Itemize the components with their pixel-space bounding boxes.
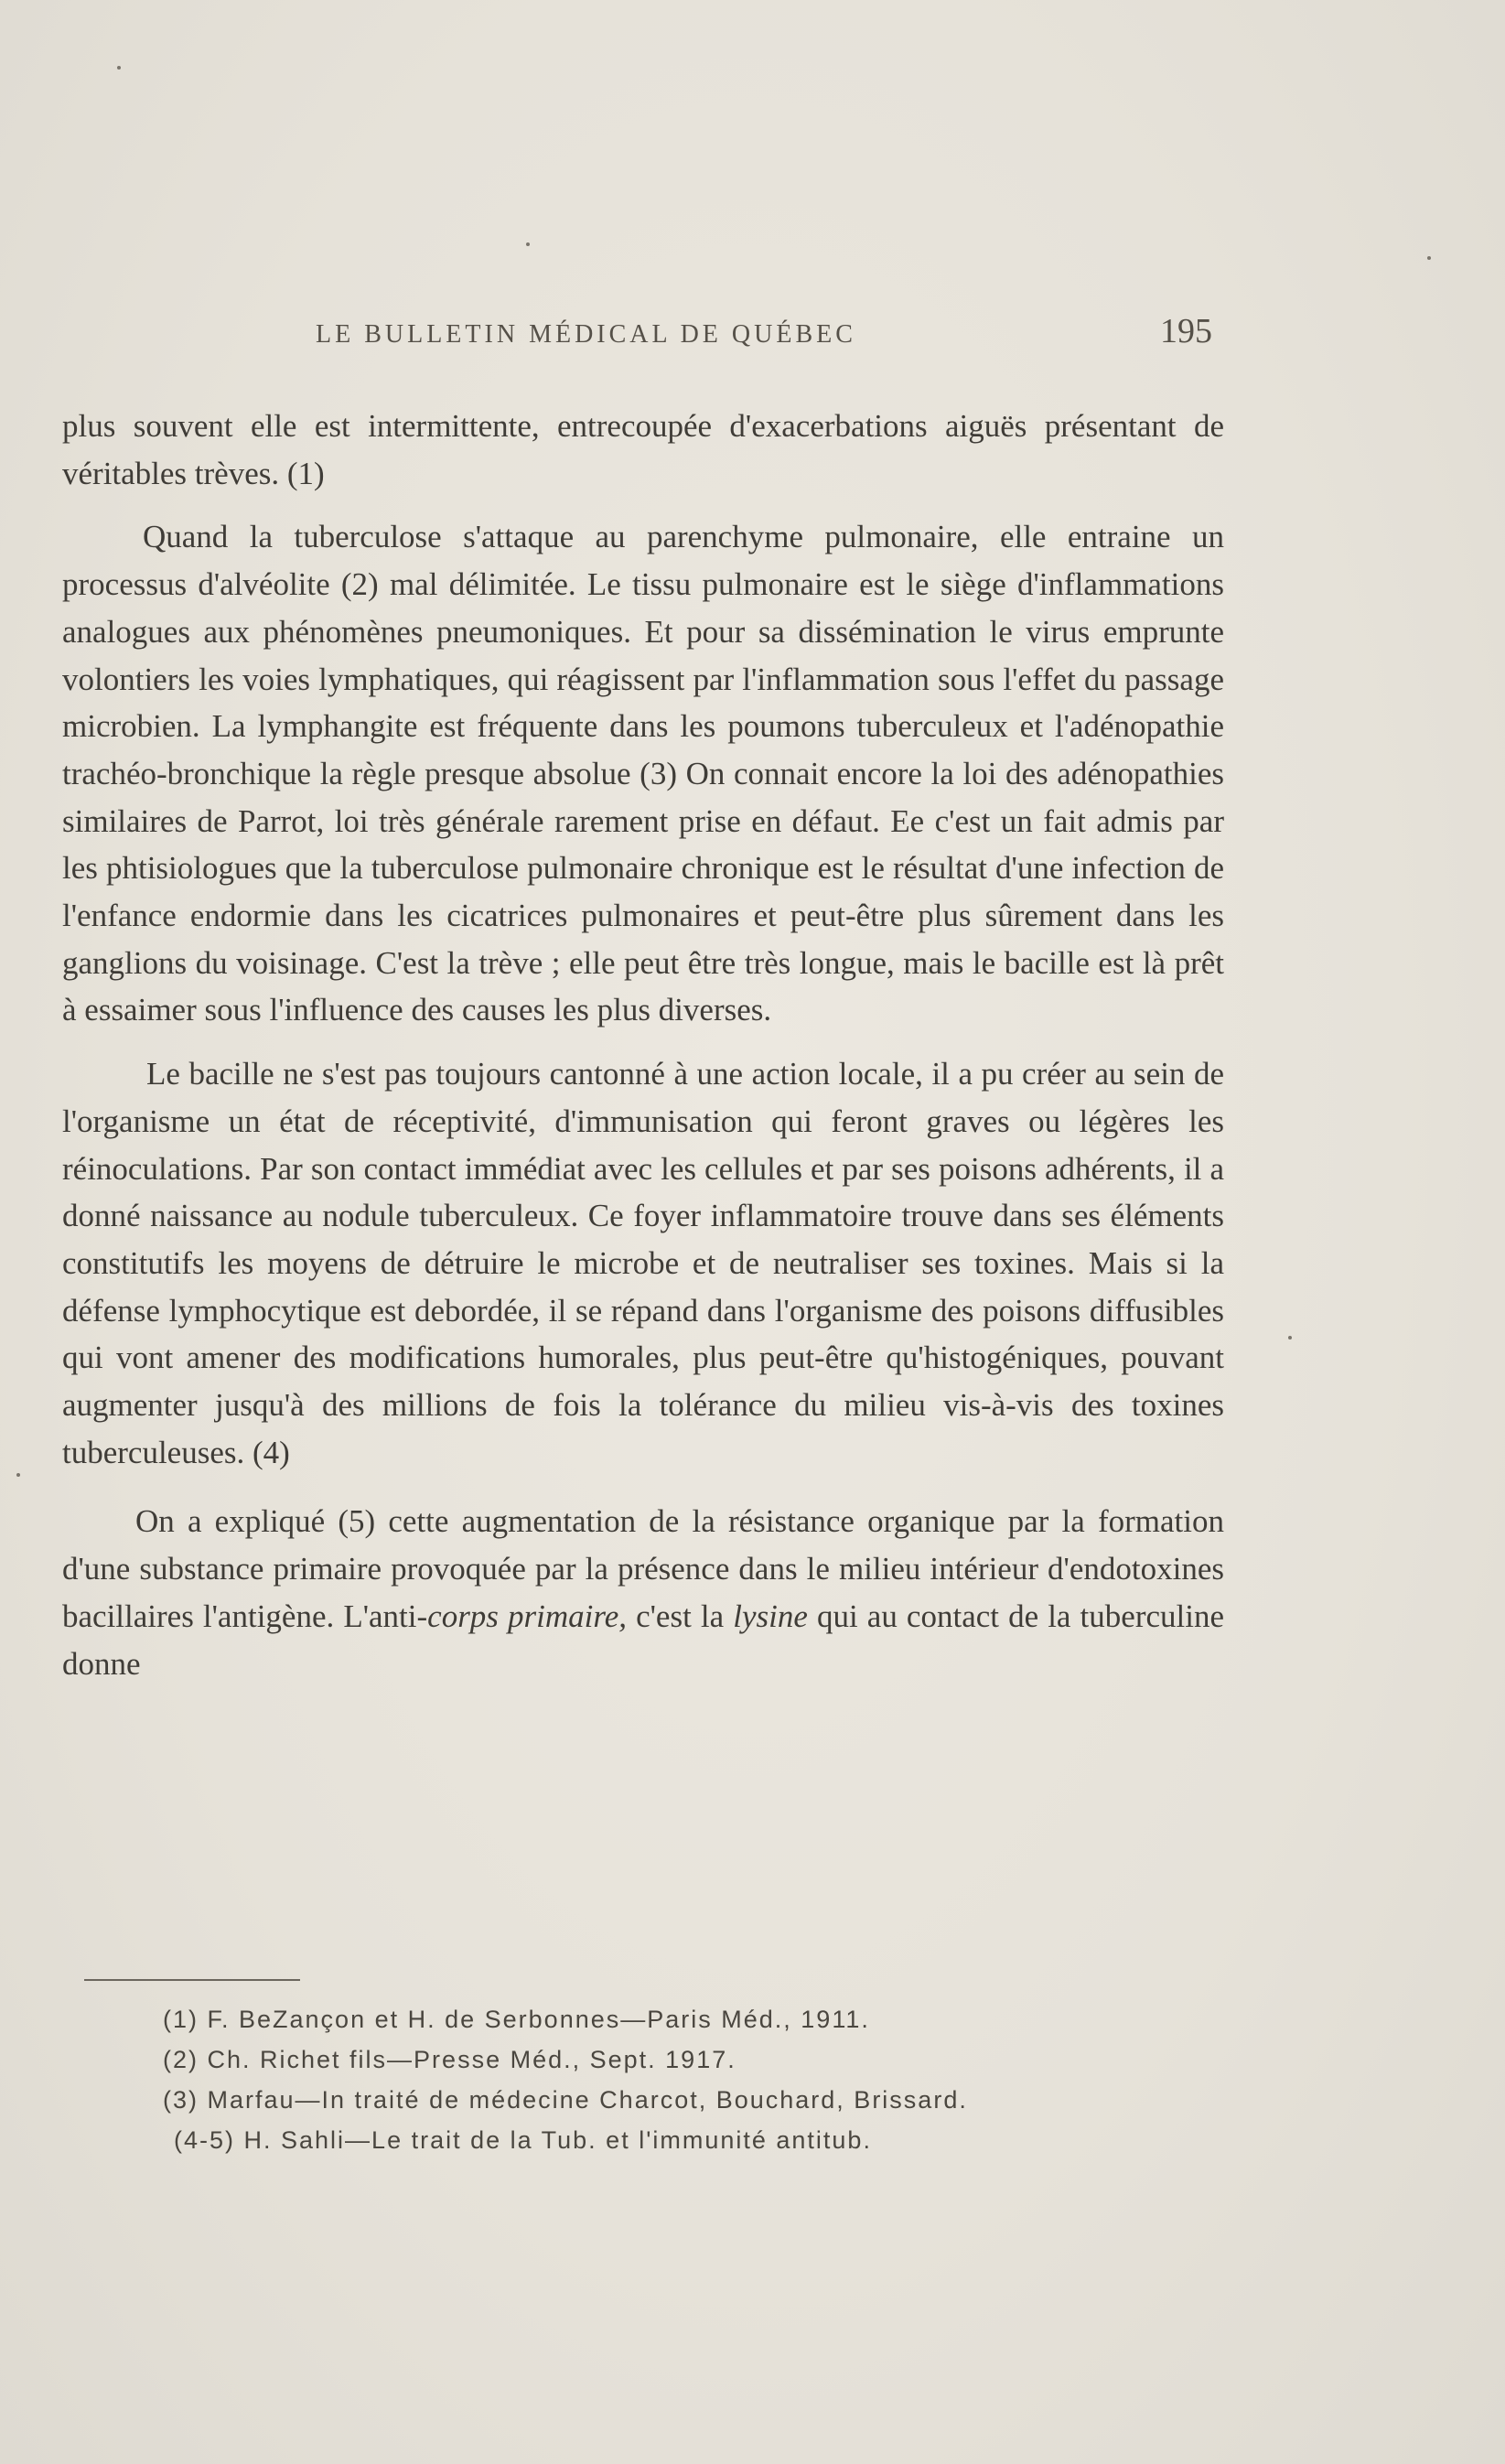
footnote-divider bbox=[84, 1979, 300, 1981]
paragraph bbox=[62, 1498, 1224, 1687]
footnotes bbox=[163, 1999, 1215, 2160]
running-header bbox=[316, 311, 1212, 357]
italic-term: lysine bbox=[733, 1598, 808, 1634]
italic-term: corps primaire, bbox=[427, 1598, 627, 1634]
footnote: (1) F. BeZançon et H. de Serbonnes—Paris Méd., 1911. bbox=[163, 2006, 870, 2033]
footnote: (3) Marfau—In traité de médecine Charcot, Bouchard, Brissard. bbox=[163, 2086, 968, 2114]
paper-speck bbox=[1427, 256, 1431, 260]
page-number: 195 bbox=[1160, 312, 1212, 350]
paragraph-text: qui au contact de la tuberculine donne bbox=[62, 1598, 1224, 1682]
journal-title: LE BULLETIN MÉDICAL DE QUÉBEC bbox=[316, 320, 856, 349]
paragraph: plus souvent elle est intermittente, entrecoupée d'exacerbations aiguës présentant de véritables trèves. (1) bbox=[62, 408, 1224, 491]
paper-speck bbox=[526, 242, 530, 246]
footnote: (4-5) H. Sahli—Le trait de la Tub. et l'immunité antitub. bbox=[174, 2126, 872, 2154]
paper-speck bbox=[16, 1473, 20, 1477]
paragraph-text: c'est la bbox=[626, 1598, 734, 1634]
paragraph-text: On a expliqué (5) cette augmentation de la résistance organique par la formation d'une substance primaire provoquée par la présence dans le milieu intérieur d'endotoxines bacillaires l'antigène. L'anti- bbox=[62, 1503, 1224, 1634]
paragraph: Le bacille ne s'est pas toujours cantonné à une action locale, il a pu créer au sein de l'organisme un état de réceptivité, d'immunisation qui feront graves ou légères les réinoculations. Par son contact immédiat avec les cellules et par ses poisons adhérents, il a donné naissance au nodule tuberculeux. Ce foyer inflammatoire trouve dans ses éléments constitutifs les moyens de détruire le microbe et de neutraliser ses toxines. Mais si la défense lymphocytique est debordée, il se répand dans l'organisme des poisons diffusibles qui vont amener des modifications humorales, plus peut-être qu'histogéniques, pouvant augmenter jusqu'à des millions de fois la tolérance du milieu vis-à-vis des toxines tuberculeuses. (4) bbox=[62, 1056, 1224, 1470]
paper-speck bbox=[117, 66, 121, 70]
footnote: (2) Ch. Richet fils—Presse Méd., Sept. 1917. bbox=[163, 2046, 736, 2073]
paragraph: Quand la tuberculose s'attaque au parenchyme pulmonaire, elle entraine un processus d'alvéolite (2) mal délimitée. Le tissu pulmonaire est le siège d'inflammations analogues aux phénomènes pneumoniques. Et pour sa dissémination le virus emprunte volontiers les voies lymphatiques, qui réagissent par l'inflammation sous l'effet du passage microbien. La lymphangite est fréquente dans les poumons tuberculeux et l'adénopathie trachéo-bronchique la règle presque absolue (3) On connait encore la loi des adénopathies similaires de Parrot, loi très générale rarement prise en défaut. Ee c'est un fait admis par les phtisiologues que la tuberculose pulmonaire chronique est le résultat d'une infection de l'enfance endormie dans les cicatrices pulmonaires et peut-être plus sûrement dans les ganglions du voisinage. C'est la trève ; elle peut être très longue, mais le bacille est là prêt à essaimer sous l'influence des causes les plus diverses. bbox=[62, 519, 1224, 1028]
article-body bbox=[62, 403, 1224, 1687]
paper-speck bbox=[1288, 1336, 1292, 1340]
